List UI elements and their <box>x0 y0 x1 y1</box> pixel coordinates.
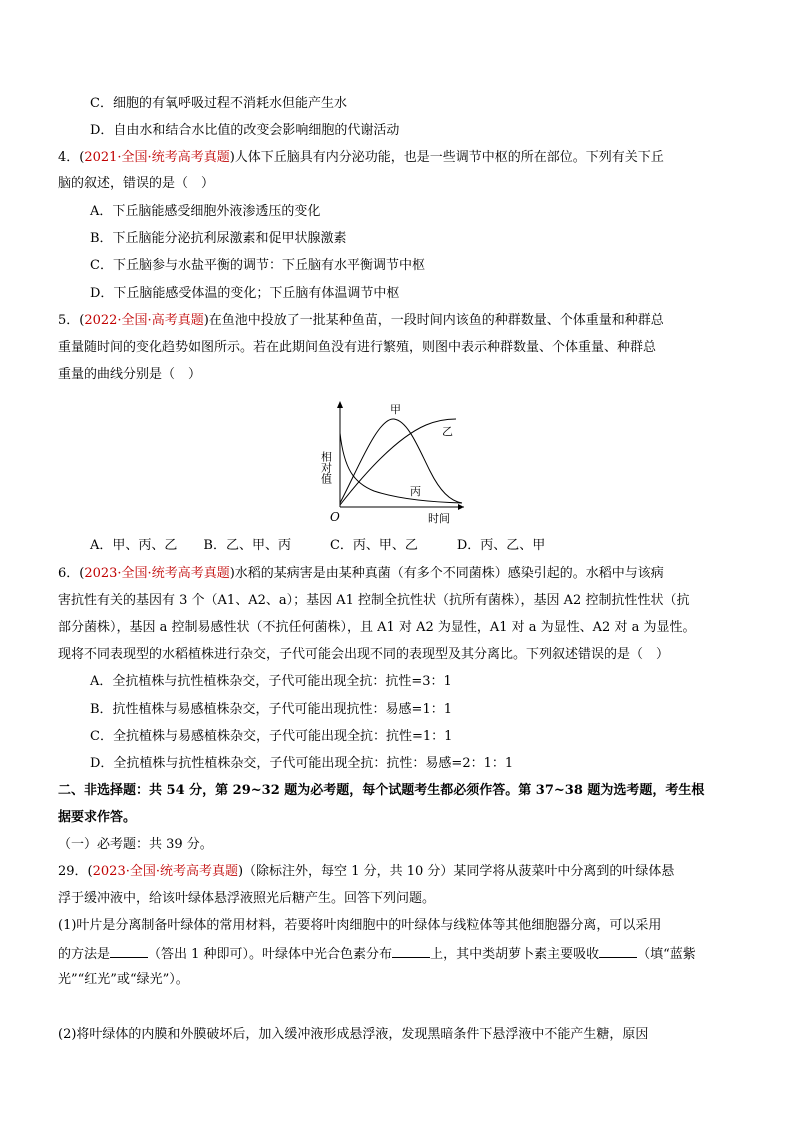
question-number: 5．( <box>58 313 85 328</box>
section-heading-line-2: 据要求作答。 <box>58 810 137 825</box>
question-number: 4．( <box>58 150 85 165</box>
answer-blank[interactable] <box>110 943 148 958</box>
q3-option-c: C．细胞的有氧呼吸过程不消耗水但能产生水 <box>90 96 347 111</box>
curve-jia-label: 甲 <box>390 403 401 416</box>
q6-option-b: B．抗性植株与易感植株杂交，子代可能出现抗性：易感=1：1 <box>90 702 452 717</box>
curve-bing-label: 丙 <box>410 485 421 498</box>
question-source: 2023·全国·统考高考真题 <box>92 864 238 879</box>
q29-part1-line-2 <box>58 943 794 965</box>
section-sub-heading: （一）必考题：共 39 分。 <box>58 837 213 852</box>
question-text: )人体下丘脑具有内分泌功能，也是一些调节中枢的所在部位。下列有关下丘 <box>229 150 664 165</box>
q4-stem-line-2: 脑的叙述，错误的是（ ） <box>58 176 215 191</box>
q6-option-c: C．全抗植株与易感植株杂交，子代可能出现全抗：抗性=1：1 <box>90 729 453 744</box>
q29-stem-line-2: 浮于缓冲液中，给该叶绿体悬浮液照光后糖产生。回答下列问题。 <box>58 891 436 906</box>
q5-figure <box>318 399 466 529</box>
origin-label: O <box>330 510 340 524</box>
q4-option-c: C．下丘脑参与水盐平衡的调节：下丘脑有水平衡调节中枢 <box>90 258 425 273</box>
q5-stem-line-3: 重量的曲线分别是（ ） <box>58 367 202 382</box>
text-segment: 的方法是 <box>58 947 111 962</box>
q6-stem-line-1 <box>58 564 794 584</box>
y-axis-label: 相对值 <box>319 451 333 484</box>
q6-option-a: A．全抗植株与抗性植株杂交，子代可能出现全抗：抗性=3：1 <box>90 674 452 689</box>
q29-part2-line-1: (2)将叶绿体的内膜和外膜破坏后，加入缓冲液形成悬浮液，发现黑暗条件下悬浮液中不能产生糖，原因 <box>58 1027 649 1042</box>
q4-option-b: B．下丘脑能分泌抗利尿激素和促甲状腺激素 <box>90 231 347 246</box>
q6-stem-line-4: 现将不同表现型的水稻植株进行杂交，子代可能会出现不同的表现型及其分离比。下列叙述错误的是（ ） <box>58 647 670 662</box>
q6-option-d: D．全抗植株与抗性植株杂交，子代可能出现全抗：抗性：易感=2：1：1 <box>90 756 514 771</box>
q29-part1-line-1: (1)叶片是分离制备叶绿体的常用材料，若要将叶肉细胞中的叶绿体与线粒体等其他细胞器分离，可以采用 <box>58 918 662 933</box>
q29-part1-line-3: 光”“红光”或“绿光”）。 <box>58 972 189 987</box>
q4-stem-line-1 <box>58 148 794 168</box>
x-axis-label: 时间 <box>428 512 450 525</box>
question-source: 2021·全国·统考高考真题 <box>84 150 230 165</box>
question-source: 2022·全国·高考真题 <box>84 313 204 328</box>
curve-yi <box>340 419 456 505</box>
q5-stem-line-1 <box>58 311 794 331</box>
question-text: )在鱼池中投放了一批某种鱼苗，一段时间内该鱼的种群数量、个体重量和种群总 <box>203 313 664 328</box>
q4-option-d: D．下丘脑能感受体温的变化；下丘脑有体温调节中枢 <box>90 286 400 301</box>
q5-figure-svg <box>318 399 466 529</box>
q3-option-d: D．自由水和结合水比值的改变会影响细胞的代谢活动 <box>90 123 400 138</box>
q29-stem-line-1 <box>58 862 794 882</box>
answer-blank[interactable] <box>599 943 637 958</box>
q5-options: A．甲、丙、乙 B．乙、甲、丙 C．丙、甲、乙 D．丙、乙、甲 <box>90 538 546 553</box>
question-number: 6．( <box>58 566 85 581</box>
question-source: 2023·全国·统考高考真题 <box>84 566 230 581</box>
text-segment: （填“蓝紫 <box>637 947 696 962</box>
q4-option-a: A．下丘脑能感受细胞外液渗透压的变化 <box>90 204 321 219</box>
text-segment: （答出 1 种即可）。叶绿体中光合色素分布 <box>148 947 393 962</box>
q6-stem-line-2: 害抗性有关的基因有 3 个（A1、A2、a）；基因 A1 控制全抗性状（抗所有菌株），基因 A2 控制抗性性状（抗 <box>58 593 690 608</box>
y-axis-arrow <box>337 401 343 408</box>
section-heading-line-1: 二、非选择题：共 54 分，第 29~32 题为必考题，每个试题考生都必须作答。第 37~38 题为选考题，考生根 <box>58 783 705 798</box>
question-text: )（除标注外，每空 1 分，共 10 分）某同学将从菠菜叶中分离到的叶绿体悬 <box>237 864 675 879</box>
text-segment: 上，其中类胡萝卜素主要吸收 <box>430 947 600 962</box>
question-number: 29．( <box>58 864 93 879</box>
x-axis-arrow <box>458 504 464 510</box>
q5-stem-line-2: 重量随时间的变化趋势如图所示。若在此期间鱼没有进行繁殖，则图中表示种群数量、个体重量、种群总 <box>58 340 657 355</box>
question-text: )水稻的某病害是由某种真菌（有多个不同菌株）感染引起的。水稻中与该病 <box>229 566 664 581</box>
answer-blank[interactable] <box>392 943 430 958</box>
q6-stem-line-3: 部分菌株），基因 a 控制易感性状（不抗任何菌株），且 A1 对 A2 为显性，A1 对 a 为显性、A2 对 a 为显性。 <box>58 620 696 635</box>
curve-yi-label: 乙 <box>442 425 453 438</box>
